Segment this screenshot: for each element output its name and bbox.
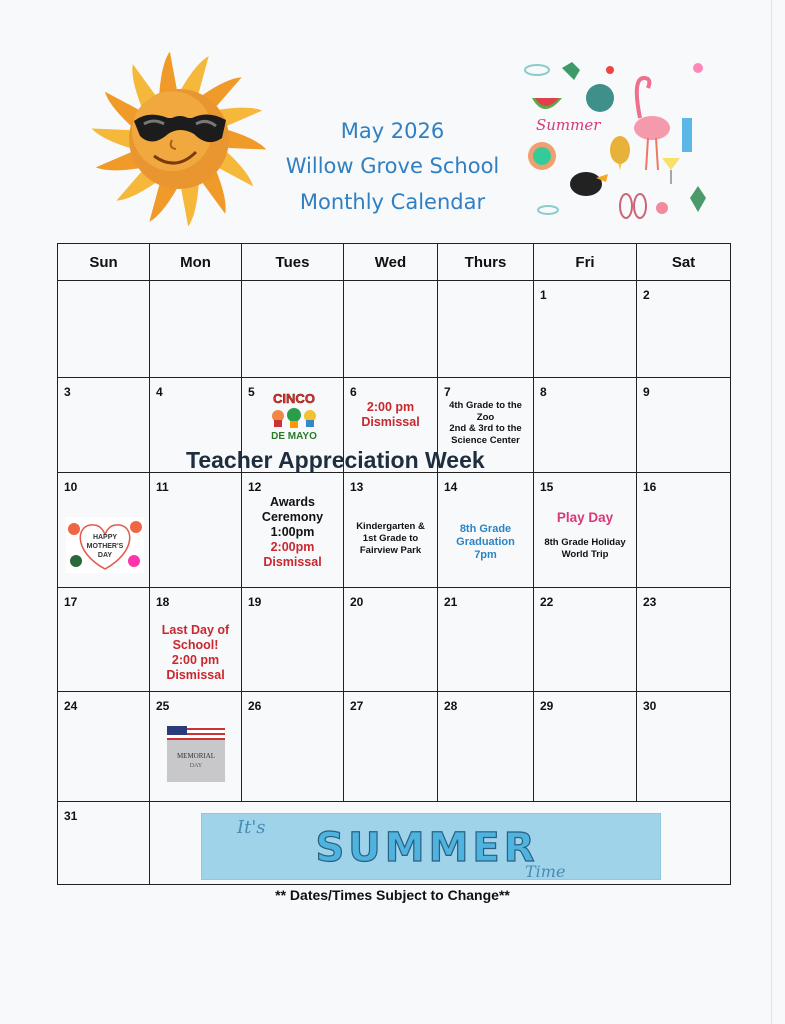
day-cell [58,378,150,473]
day-number: 17 [64,595,78,609]
event-line: Dismissal [166,668,225,682]
event-line: Zoo [476,411,495,423]
event-line: Fairview Park [359,545,422,556]
day-cell [150,588,242,692]
week-row [58,281,731,378]
day-cell-empty [58,281,150,378]
sun-ray [228,130,266,149]
day-cell [58,692,150,802]
event-line: Last Day of [161,623,230,637]
event-line: 2nd & 3rd to the [449,423,522,434]
sun-ray [181,185,198,227]
event-dismissal [344,400,437,430]
sun-ray [92,128,130,147]
sun-with-sunglasses-icon [88,48,270,230]
day-cell [150,692,242,802]
weekday-header: Thurs [438,244,534,281]
event-last-day [150,623,241,683]
event-play-day: Play Day [556,510,614,525]
day-cell [534,692,637,802]
day-cell [438,692,534,802]
event-line: Dismissal [361,415,420,429]
day-number: 31 [64,809,78,823]
school-name: Willow Grove School [285,154,500,178]
day-number: 16 [643,480,657,494]
event-line: Graduation [456,536,515,548]
day-number: 5 [248,385,255,399]
day-number: 24 [64,699,78,713]
event-line: 8th Grade [459,523,512,535]
day-number: 2 [643,288,650,302]
mothers-day-line: HAPPY [92,534,118,541]
banner-its: It's [237,817,266,838]
day-number: 1 [540,288,547,302]
day-number: 13 [350,480,364,494]
memorial-day-line: MEMORIAL [176,752,216,760]
day-number: 12 [248,480,262,494]
calendar-month-title: May 2026 [340,119,445,143]
day-number: 8 [540,385,547,399]
calendar-grid [57,243,731,885]
event-line: School! [172,638,219,652]
day-cell [438,588,534,692]
day-cell [150,473,242,588]
week-row [58,802,731,885]
weekday-header-row [58,244,731,281]
day-cell [344,692,438,802]
teacher-appreciation-week-banner: Teacher Appreciation Week [186,447,485,473]
day-number: 4 [156,385,163,399]
day-number: 14 [444,480,458,494]
day-number: 18 [156,595,170,609]
day-cell-empty [344,281,438,378]
event-line: World Trip [561,549,609,560]
mothers-day-card-icon [66,517,144,573]
day-number: 6 [350,385,357,399]
event-line: 4th Grade to the [449,400,522,411]
memorial-day-flag-icon [167,726,225,782]
day-number: 10 [64,480,78,494]
day-number: 19 [248,595,262,609]
cinco-de-mayo-icon [264,388,324,440]
week-row [58,588,731,692]
day-number: 9 [643,385,650,399]
sun-ray [181,56,208,93]
footnote: ** Dates/Times Subject to Change** [275,887,510,903]
event-line: Kindergarten & [356,521,425,532]
weekday-header: Mon [150,244,242,281]
day-number: 7 [444,385,451,399]
weekday-header: Fri [534,244,637,281]
day-number: 21 [444,595,458,609]
de-mayo-label: DE MAYO [271,431,317,440]
summer-art-label: Summer [536,116,601,134]
event-line: 8th Grade Holiday [544,537,626,548]
event-line: 1:00pm [270,525,315,539]
day-cell [637,588,731,692]
day-number: 22 [540,595,554,609]
summer-banner-cell [150,802,731,885]
day-cell [344,473,438,588]
cinco-label: CINCO [273,391,315,406]
weekday-header: Sat [637,244,731,281]
day-number: 3 [64,385,71,399]
week-row [58,473,731,588]
weekday-header: Wed [344,244,438,281]
event-line: Ceremony [261,510,324,524]
day-cell [534,473,637,588]
banner-time: Time [525,862,566,880]
calendar-subtitle: Monthly Calendar [299,190,486,214]
day-cell [534,588,637,692]
week-row [58,692,731,802]
day-cell [242,588,344,692]
event-line: Awards [270,495,315,509]
day-cell [534,281,637,378]
event-line: 2:00 pm [366,400,415,414]
sun-ray [149,185,176,222]
day-number: 26 [248,699,262,713]
day-cell [637,281,731,378]
day-cell-empty [242,281,344,378]
day-cell [242,473,344,588]
day-cell [637,378,731,473]
its-summer-time-banner [201,813,661,880]
event-awards-ceremony [242,495,343,570]
day-cell-empty [438,281,534,378]
mothers-day-line: DAY [97,552,113,559]
event-line: 2:00 pm [171,653,220,667]
event-graduation [438,523,533,562]
day-cell [637,692,731,802]
day-number: 29 [540,699,554,713]
event-line: Dismissal [263,555,322,569]
day-cell [438,473,534,588]
day-number: 11 [156,480,169,494]
day-cell [58,802,150,885]
mothers-day-line: MOTHER'S [86,543,124,550]
day-number: 30 [643,699,657,713]
day-number: 15 [540,480,554,494]
summer-collage-icon [522,58,712,226]
day-number: 20 [350,595,364,609]
event-world-trip [534,537,636,561]
weekday-header: Sun [58,244,150,281]
day-number: 23 [643,595,657,609]
page-edge [771,0,772,1024]
day-number: 28 [444,699,458,713]
memorial-day-line: DAY [189,763,203,769]
day-cell [344,588,438,692]
event-line: 2:00pm [270,540,315,554]
day-cell [58,473,150,588]
event-line: 1st Grade to [362,533,419,544]
day-cell-empty [150,281,242,378]
day-cell [58,588,150,692]
day-cell [637,473,731,588]
day-number: 25 [156,699,170,713]
day-number: 27 [350,699,364,713]
weekday-header: Tues [242,244,344,281]
event-field-trips [438,400,533,446]
sun-ray [159,51,176,93]
event-line: Science Center [451,434,520,446]
event-line: 7pm [474,549,497,561]
event-field-trip [344,521,437,557]
day-cell [242,692,344,802]
banner-summer: SUMMER [315,825,539,871]
